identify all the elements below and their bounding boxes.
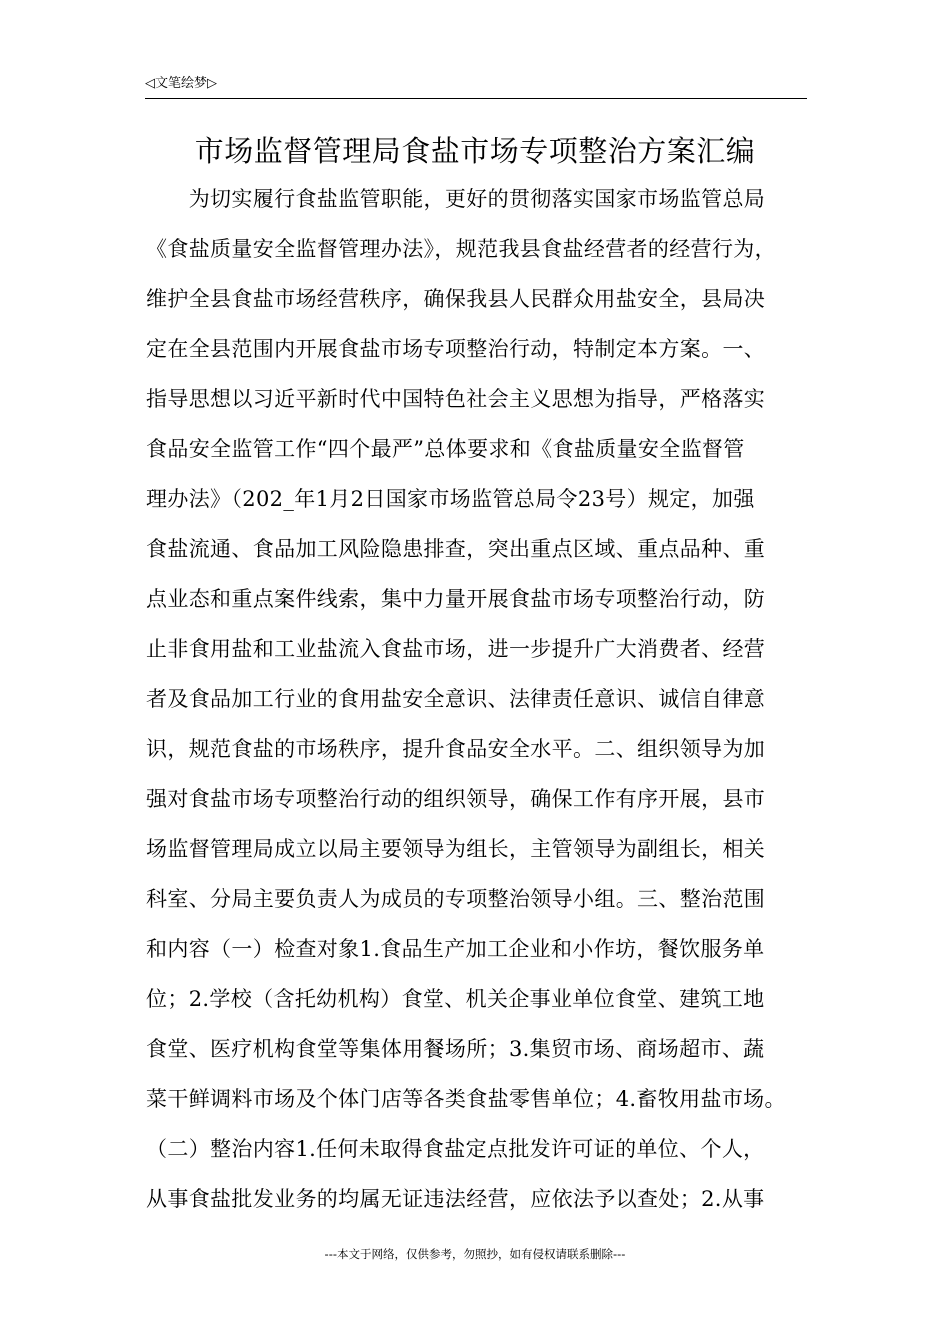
body-line: 理办法》（202_年1月2日国家市场监管总局令23号）规定，加强 <box>146 487 755 511</box>
body-line: 止非食用盐和工业盐流入食盐市场，进一步提升广大消费者、经营 <box>146 637 766 661</box>
body-line: 位；2.学校（含托幼机构）食堂、机关企事业单位食堂、建筑工地 <box>146 987 765 1011</box>
body-line: 定在全县范围内开展食盐市场专项整治行动，特制定本方案。一、 <box>146 337 766 361</box>
body-line: 者及食品加工行业的食用盐安全意识、法律责任意识、诚信自律意 <box>146 687 766 711</box>
body-line: 食盐流通、食品加工风险隐患排查，突出重点区域、重点品种、重 <box>146 537 766 561</box>
body-line: 食品安全监管工作“四个最严”总体要求和《食盐质量安全监督管 <box>146 437 745 461</box>
page-header <box>145 72 807 99</box>
body-line: 科室、分局主要负责人为成员的专项整治领导小组。三、整治范围 <box>146 887 766 911</box>
header-text: ◁文笔绘梦▷ <box>145 76 217 91</box>
body-line: 从事食盐批发业务的均属无证违法经营，应依法予以查处；2.从事 <box>146 1187 765 1211</box>
body-line: 场监督管理局成立以局主要领导为组长，主管领导为副组长，相关 <box>146 837 766 861</box>
body-line: 强对食盐市场专项整治行动的组织领导，确保工作有序开展，县市 <box>146 787 766 811</box>
body-line: 维护全县食盐市场经营秩序，确保我县人民群众用盐安全，县局决 <box>146 287 766 311</box>
page-footer: ---本文于网络，仅供参考，勿照抄，如有侵权请联系删除--- <box>324 1247 626 1261</box>
document-title: 市场监督管理局食盐市场专项整治方案汇编 <box>194 134 756 168</box>
body-line: 和内容（一）检查对象1.食品生产加工企业和小作坊，餐饮服务单 <box>146 937 765 961</box>
body-line: 为切实履行食盐监管职能，更好的贯彻落实国家市场监管总局 <box>146 187 766 211</box>
body-line: 《食盐质量安全监督管理办法》，规范我县食盐经营者的经营行为， <box>146 237 776 261</box>
body-line: 点业态和重点案件线索，集中力量开展食盐市场专项整治行动，防 <box>146 587 766 611</box>
body-line: （二）整治内容1.任何未取得食盐定点批发许可证的单位、个人， <box>146 1137 765 1161</box>
body-line: 指导思想以习近平新时代中国特色社会主义思想为指导，严格落实 <box>146 387 766 411</box>
body-line: 食堂、医疗机构食堂等集体用餐场所；3.集贸市场、商场超市、蔬 <box>146 1037 765 1061</box>
body-line: 识，规范食盐的市场秩序，提升食品安全水平。二、组织领导为加 <box>146 737 766 761</box>
body-line: 菜干鲜调料市场及个体门店等各类食盐零售单位；4.畜牧用盐市场。 <box>146 1087 786 1111</box>
